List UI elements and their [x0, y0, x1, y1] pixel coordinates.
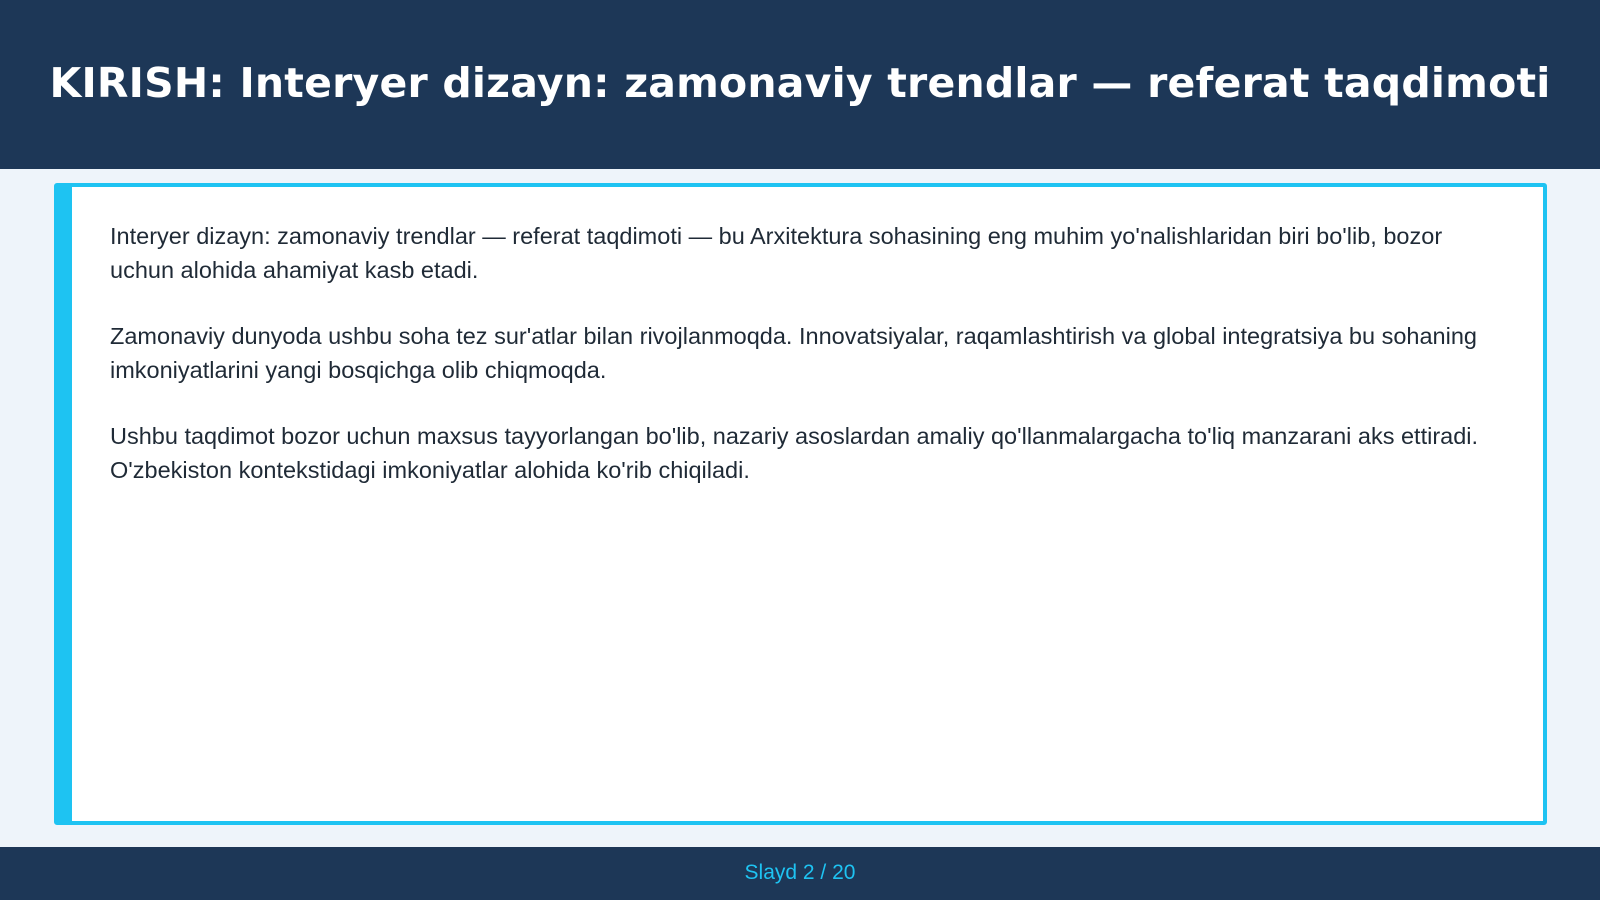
content-card: [54, 183, 1547, 825]
slide-footer: [0, 847, 1600, 900]
paragraph-presentation-scope: Ushbu taqdimot bozor uchun maxsus tayyorlangan bo'lib, nazariy asoslardan amaliy qo'llanmalargacha to'liq manzarani aks ettiradi. O'zbekiston kontekstidagi imkoniyatlar alohida ko'rib chiqiladi.: [110, 423, 1479, 483]
paragraph-intro: Interyer dizayn: zamonaviy trendlar — referat taqdimoti — bu Arxitektura sohasining eng muhim yo'nalishlaridan biri bo'lib, bozor uchun alohida ahamiyat kasb etadi.: [110, 223, 1443, 283]
slide-counter: Slayd 2 / 20: [744, 860, 856, 884]
slide-title: KIRISH: Interyer dizayn: zamonaviy trendlar — referat taqdimoti: [49, 58, 1551, 107]
slide-header: [0, 0, 1600, 169]
paragraph-modern-world: Zamonaviy dunyoda ushbu soha tez sur'atlar bilan rivojlanmoqda. Innovatsiyalar, raqamlashtirish va global integratsiya bu sohaning imkoniyatlarini yangi bosqichga olib chiqmoqda.: [110, 323, 1477, 383]
